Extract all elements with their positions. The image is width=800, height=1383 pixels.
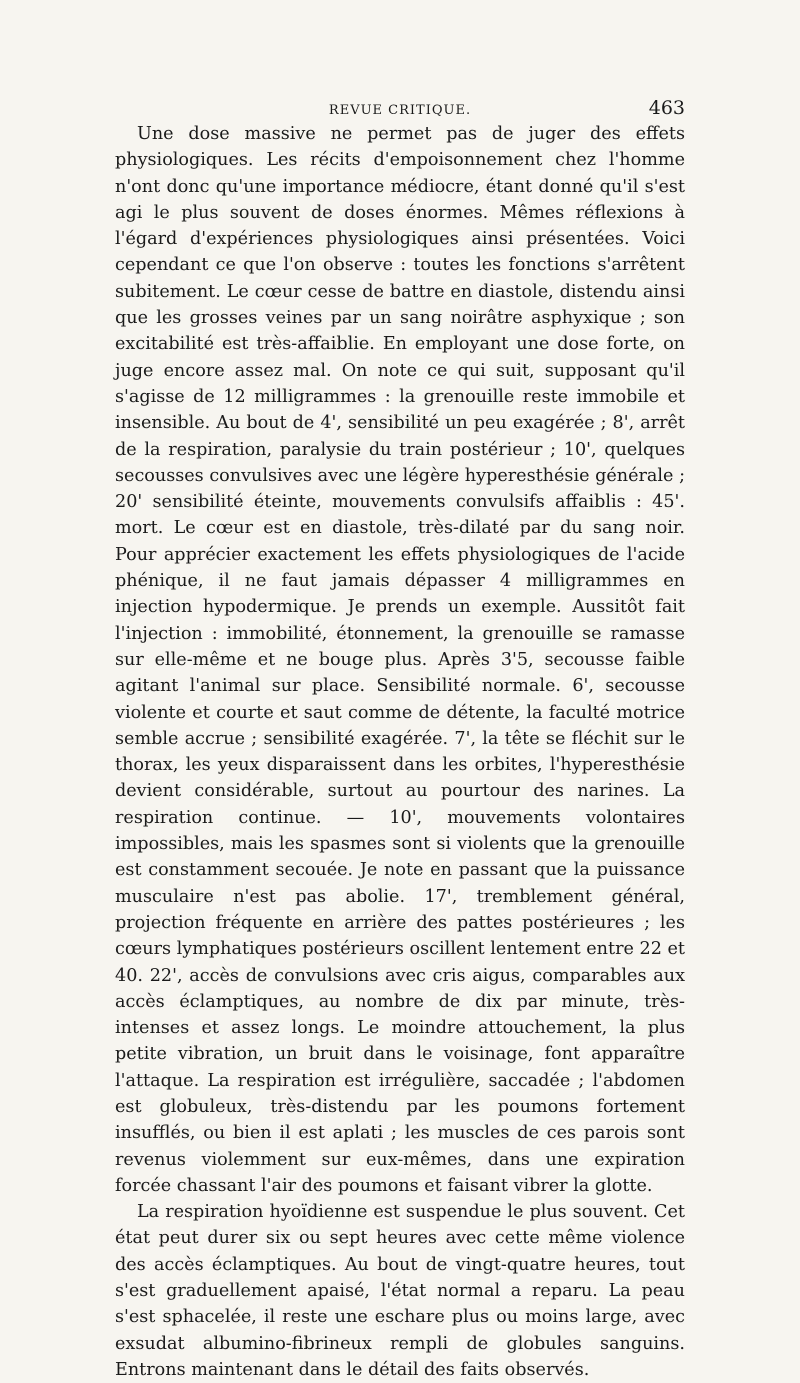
running-head bbox=[115, 95, 685, 121]
paragraph: Une dose massive ne permet pas de juger des effets physiologiques. Les récits d'empoisonnement chez l'homme n'ont donc qu'une importance médiocre, étant donné qu'il s'est agi le plus souvent de doses énormes. Mêmes réflexions à l'égard d'expériences physiologiques ainsi présentées. Voici cependant ce que l'on observe : toutes les fonctions s'arrêtent subitement. Le cœur cesse de battre en diastole, distendu ainsi que les grosses veines par un sang noirâtre asphyxique ; son excitabilité est très-affaiblie. En employant une dose forte, on juge encore assez mal. On note ce qui suit, supposant qu'il s'agisse de 12 milligrammes : la grenouille reste immobile et insensible. Au bout de 4', sensibilité un peu exagérée ; 8', arrêt de la respiration, paralysie du train postérieur ; 10', quelques secousses convulsives avec une légère hyperesthésie générale ; 20' sensibilité éteinte, mouvements convulsifs affaiblis : 45'. mort. Le cœur est en diastole, très-dilaté par du sang noir. Pour apprécier exactement les effets physiologiques de l'acide phénique, il ne faut jamais dépasser 4 milligrammes en injection hypodermique. Je prends un exemple. Aussitôt fait l'injection : immobilité, étonnement, la grenouille se ramasse sur elle-même et ne bouge plus. Après 3'5, secousse faible agitant l'animal sur place. Sensibilité normale. 6', secousse violente et courte et saut comme de détente, la faculté motrice semble accrue ; sensibilité exagérée. 7', la tête se fléchit sur le thorax, les yeux disparaissent dans les orbites, l'hyperesthésie devient considérable, surtout au pourtour des narines. La respiration continue. — 10', mouvements volontaires impossibles, mais les spasmes sont si violents que la grenouille est constamment secouée. Je note en passant que la puissance musculaire n'est pas abolie. 17', tremblement général, projection fréquente en arrière des pattes postérieures ; les cœurs lymphatiques postérieurs oscillent lentement entre 22 et 40. 22', accès de convulsions avec cris aigus, comparables aux accès éclamptiques, au nombre de dix par minute, très-intenses et assez longs. Le moindre attouchement, la plus petite vibration, un bruit dans le voisinage, font apparaître l'attaque. La respiration est irrégulière, saccadée ; l'abdomen est globuleux, très-distendu par les poumons fortement insufflés, ou bien il est aplati ; les muscles de ces parois sont revenus violemment sur eux-mêmes, dans une expiration forcée chassant l'air des poumons et faisant vibrer la glotte. bbox=[115, 124, 685, 1196]
body-text bbox=[115, 121, 685, 1383]
paragraph: La respiration hyoïdienne est suspendue le plus souvent. Cet état peut durer six ou sept heures avec cette même violence des accès éclamptiques. Au bout de vingt-quatre heures, tout s'est graduellement apaisé, l'état normal a reparu. La peau s'est sphacelée, il reste une eschare plus ou moins large, avec exsudat albumino-fibrineux rempli de globules sanguins. Entrons maintenant dans le détail des faits observés. bbox=[115, 1202, 685, 1380]
book-page bbox=[115, 95, 685, 1383]
running-title: REVUE CRITIQUE. bbox=[328, 103, 472, 118]
page-number: 463 bbox=[648, 97, 685, 119]
